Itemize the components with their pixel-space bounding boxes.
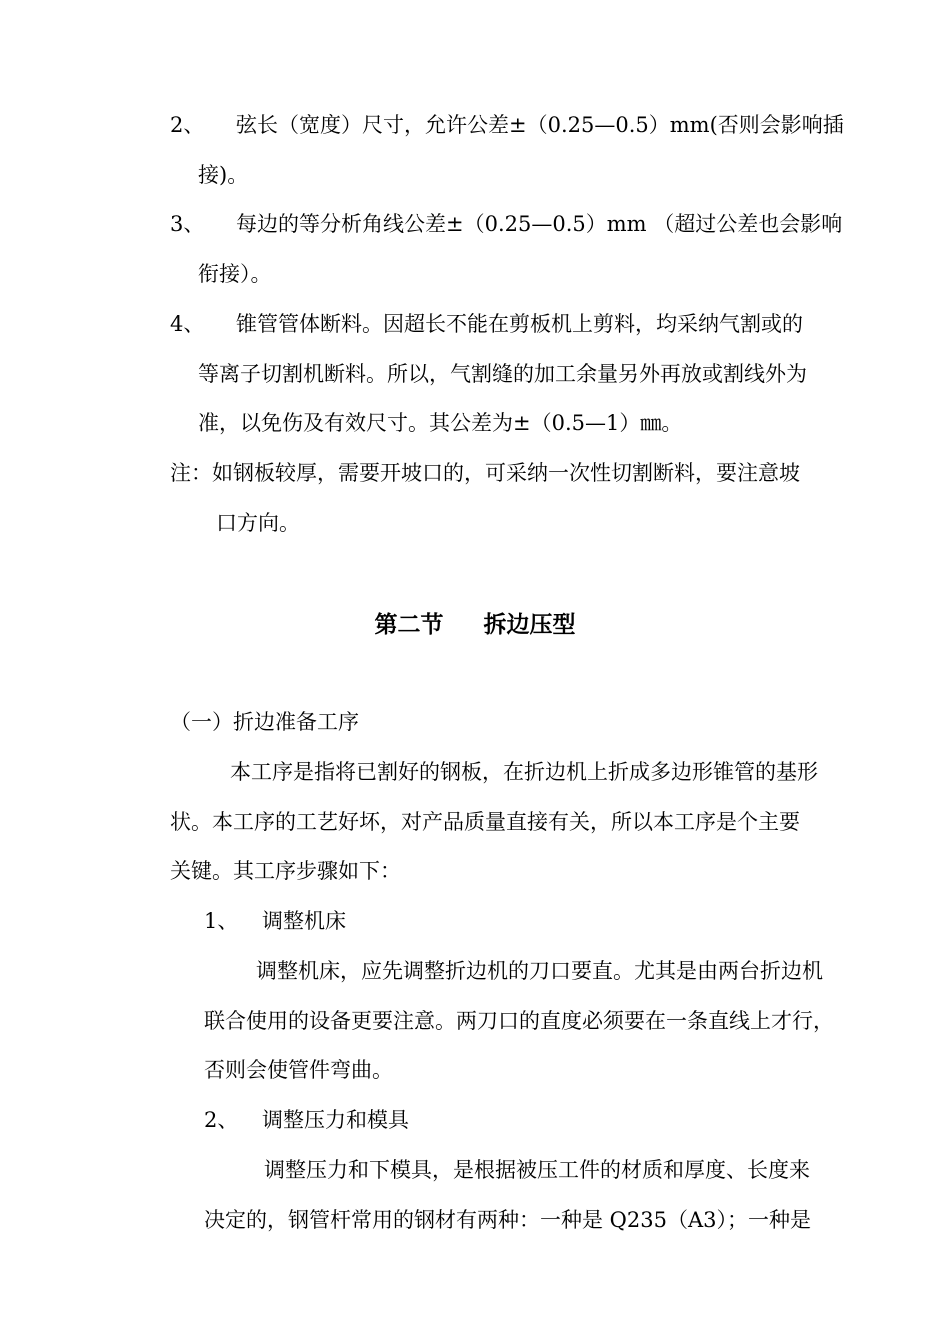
step-number: 1、 bbox=[204, 909, 239, 933]
list-item-text: 每边的等分析角线公差±（0.25—0.5）mm （超过公差也会影响 bbox=[236, 212, 843, 236]
section-heading bbox=[0, 611, 950, 639]
paragraph-line: 本工序是指将已割好的钢板，在折边机上折成多边形锥管的基形 bbox=[230, 760, 818, 784]
step-title: 调整压力和模具 bbox=[262, 1108, 409, 1132]
section-number: 第二节 bbox=[374, 612, 444, 638]
paragraph-line: 调整压力和下模具，是根据被压工件的材质和厚度、长度来 bbox=[264, 1158, 810, 1182]
list-item-text: 准，以免伤及有效尺寸。其公差为±（0.5—1）㎜。 bbox=[198, 411, 683, 435]
list-item-text: 接)。 bbox=[198, 163, 249, 187]
list-item-number: 3、 bbox=[170, 212, 205, 236]
list-item-number: 4、 bbox=[170, 312, 205, 336]
note-text: 注：如钢板较厚，需要开坡口的，可采纳一次性切割断料，要注意坡 bbox=[170, 461, 800, 485]
paragraph-line: 调整机床，应先调整折边机的刀口要直。尤其是由两台折边机 bbox=[256, 959, 823, 983]
list-item-text: 等离子切割机断料。所以，气割缝的加工余量另外再放或割线外为 bbox=[198, 362, 807, 386]
list-item-text: 弦长（宽度）尺寸，允许公差±（0.25—0.5）mm(否则会影响插 bbox=[236, 113, 844, 137]
step-title: 调整机床 bbox=[262, 909, 346, 933]
step-number: 2、 bbox=[204, 1108, 239, 1132]
paragraph-line: 决定的，钢管杆常用的钢材有两种：一种是 Q235（A3）；一种是 bbox=[204, 1208, 811, 1232]
note-text: 口方向。 bbox=[216, 511, 300, 535]
list-item-number: 2、 bbox=[170, 113, 205, 137]
section-title: 拆边压型 bbox=[483, 612, 576, 638]
paragraph-line: 否则会使管件弯曲。 bbox=[204, 1058, 393, 1082]
list-item-text: 衔接）。 bbox=[198, 262, 272, 286]
paragraph-line: 联合使用的设备更要注意。两刀口的直度必须要在一条直线上才行， bbox=[204, 1009, 834, 1033]
paragraph-line: 关键。其工序步骤如下： bbox=[170, 859, 401, 883]
paragraph-line: 状。本工序的工艺好坏，对产品质量直接有关，所以本工序是个主要 bbox=[170, 810, 800, 834]
subsection-heading: （一）折边准备工序 bbox=[170, 710, 359, 734]
list-item-text: 锥管管体断料。因超长不能在剪板机上剪料，均采纳气割或的 bbox=[236, 312, 803, 336]
